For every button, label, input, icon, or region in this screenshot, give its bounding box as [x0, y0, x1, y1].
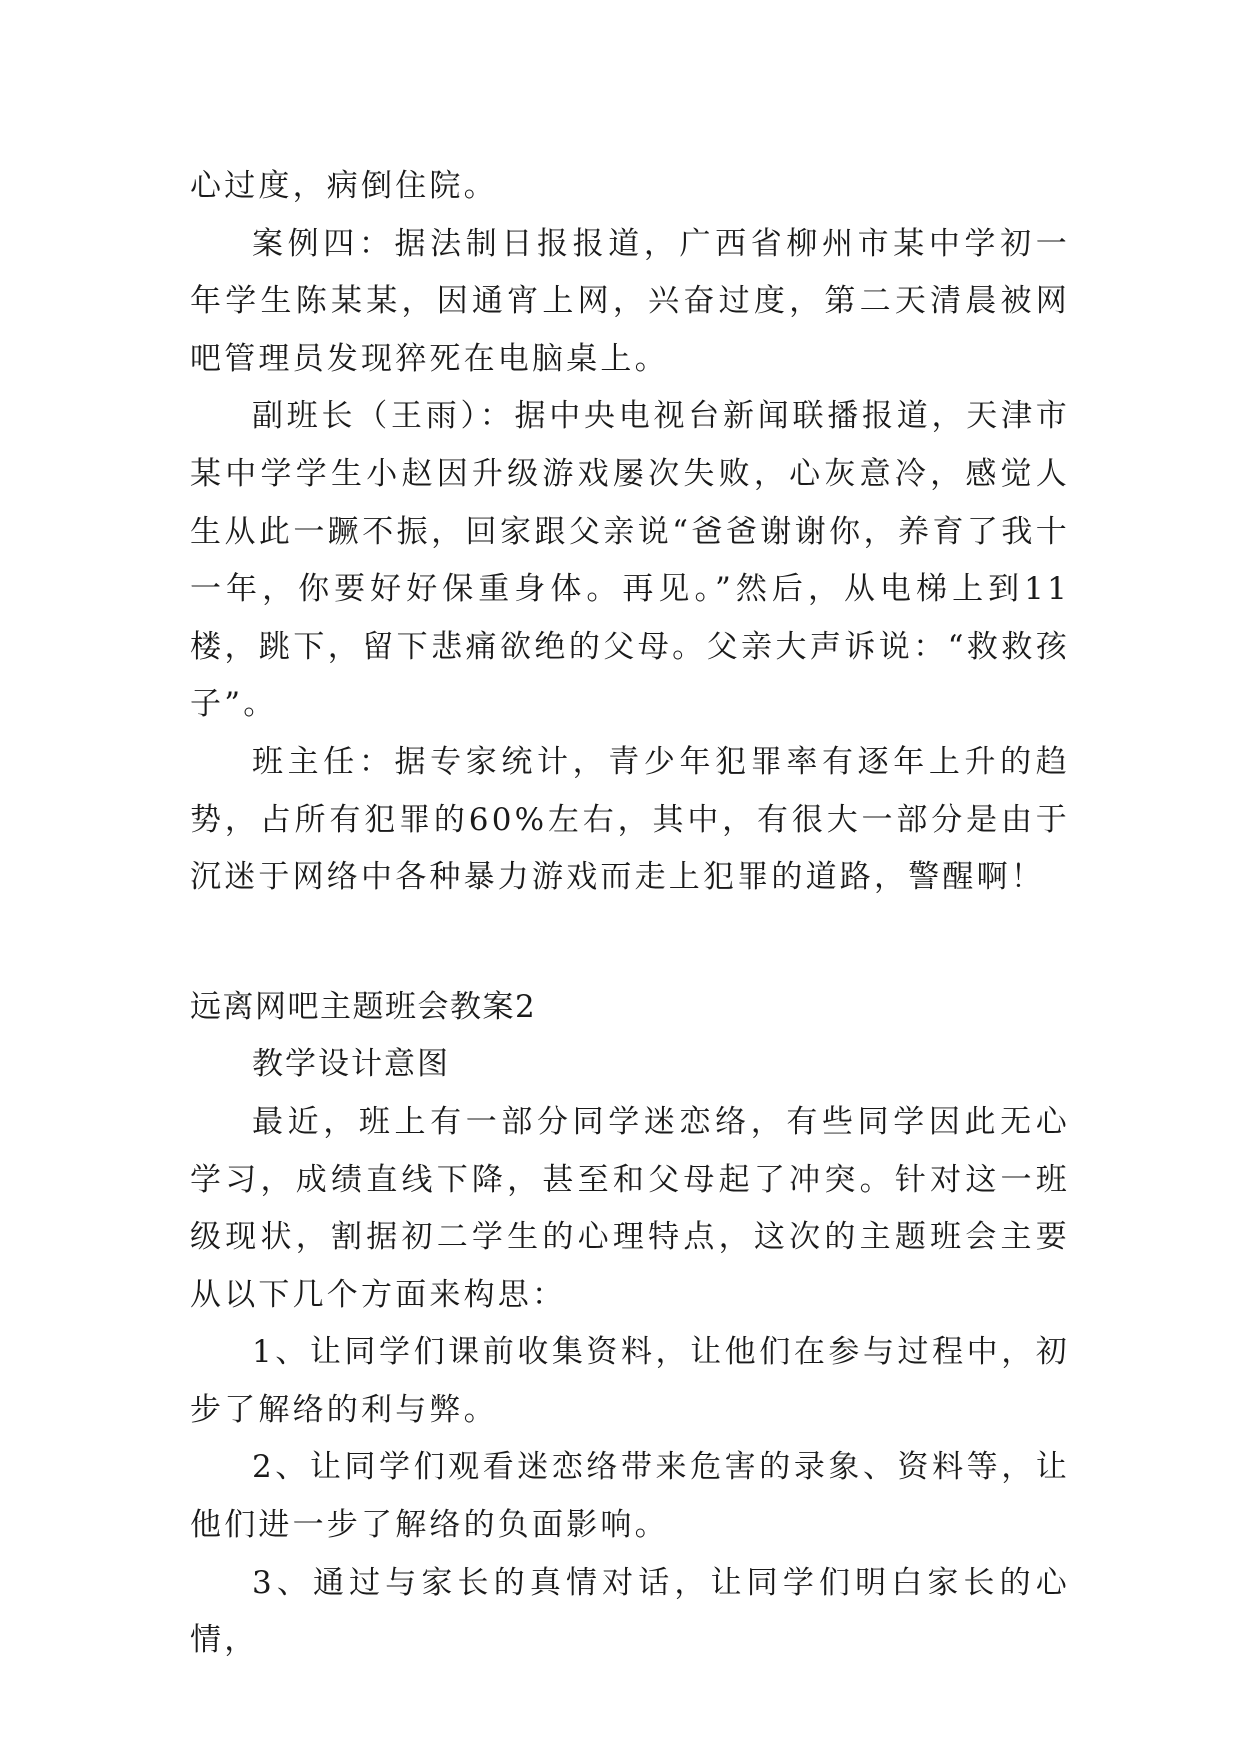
document-body: [190, 158, 1070, 1670]
document-title: 远离网吧主题班会教案2: [190, 988, 537, 1025]
list-item-2: 2、让同学们观看迷恋络带来危害的录象、资料等，让他们进一步了解络的负面影响。: [190, 1449, 1070, 1544]
paragraph-case-four: 案例四：据法制日报报道，广西省柳州市某中学初一年学生陈某某，因通宵上网，兴奋过度，第二天清晨被网吧管理员发现猝死在电脑桌上。: [190, 225, 1070, 377]
section-title: 教学设计意图: [252, 1046, 450, 1083]
list-item-3: 3、通过与家长的真情对话，让同学们明白家长的心情，: [190, 1564, 1070, 1659]
list-item-1: 1、让同学们课前收集资料，让他们在参与过程中，初步了解络的利与弊。: [190, 1334, 1070, 1428]
paragraph-intro: 最近，班上有一部分同学迷恋络，有些同学因此无心学习，成绩直线下降，甚至和父母起了冲突。针对这一班级现状，割据初二学生的心理特点，这次的主题班会主要从以下几个方面来构思：: [190, 1103, 1070, 1313]
paragraph-continuation: 心过度，病倒住院。: [190, 168, 498, 204]
paragraph-vice-monitor: 副班长（王雨）：据中央电视台新闻联播报道，天津市某中学学生小赵因升级游戏屡次失败，心灰意冷，感觉人生从此一蹶不振，回家跟父亲说“爸爸谢谢你，养育了我十一年，你要好好保重身体。再见。”然后，从电梯上到11楼，跳下，留下悲痛欲绝的父母。父亲大声诉说：“救救孩子”。: [190, 398, 1070, 723]
paragraph-head-teacher: 班主任：据专家统计，青少年犯罪率有逐年上升的趋势，占所有犯罪的60%左右，其中，有很大一部分是由于沉迷于网络中各种暴力游戏而走上犯罪的道路，警醒啊！: [190, 743, 1070, 896]
